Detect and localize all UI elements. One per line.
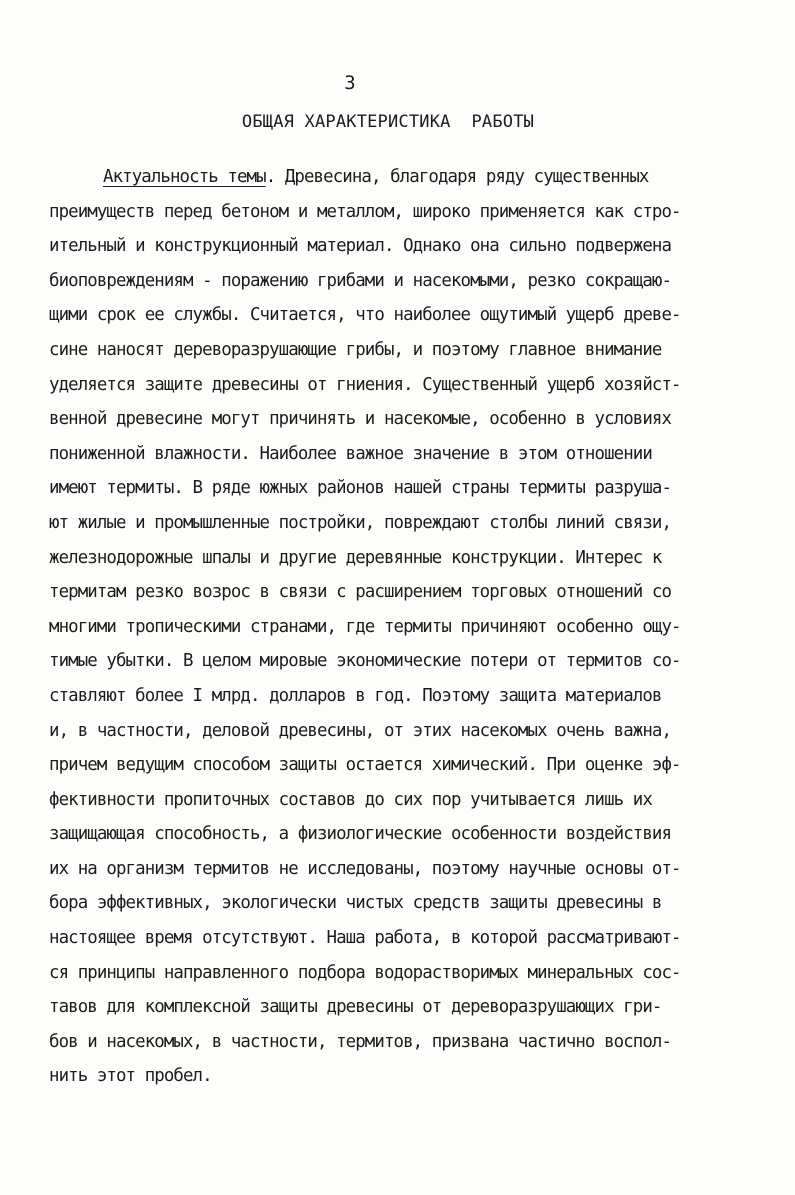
text-line: тавов для комплексной защиты древесины от дереворазрушающих гри-: [49, 997, 662, 1018]
text-line: венной древесине могут причинять и насекомые, особенно в условиях: [49, 409, 672, 430]
body-paragraph: [49, 160, 749, 1094]
text-line: имеют термиты. В ряде южных районов нашей страны термиты разруша-: [49, 478, 672, 499]
text-line: тимые убытки. В целом мировые экономические потери от термитов со-: [49, 651, 681, 672]
page-number: 3: [344, 72, 356, 94]
text-line: защищающая способность, а физиологические особенности воздействия: [49, 824, 672, 845]
text-line: и, в частности, деловой древесины, от этих насекомых очень важна,: [49, 720, 672, 741]
text-line: [49, 160, 749, 195]
text-line-rest: . Древесина, благодаря ряду существенных: [265, 167, 649, 187]
text-line: термитам резко возрос в связи с расширением торговых отношений со: [49, 582, 672, 603]
text-line: ительный и конструкционный материал. Однако она сильно подвержена: [49, 236, 672, 257]
topic-relevance-label: Актуальность темы: [103, 167, 266, 187]
text-line: бора эффективных, экологически чистых средств защиты древесины в: [49, 893, 662, 914]
text-line: железнодорожные шпалы и другие деревянные конструкции. Интерес к: [49, 547, 662, 568]
text-line: биоповреждениям - поражению грибами и насекомыми, резко сокращаю-: [49, 270, 672, 291]
text-line: преимуществ перед бетоном и металлом, широко применяется как стро-: [49, 201, 681, 222]
text-line: многими тропическими странами, где термиты причиняют особенно ощу-: [49, 616, 681, 637]
text-line: причем ведущим способом защиты остается химический. При оценке эф-: [49, 755, 681, 776]
section-heading: ОБЩАЯ ХАРАКТЕРИСТИКА РАБОТЫ: [241, 112, 535, 132]
text-line: нить этот пробел.: [49, 1066, 212, 1087]
text-line: настоящее время отсутствуют. Наша работа, в которой рассматривают-: [49, 928, 681, 949]
text-line: щими срок ее службы. Считается, что наиболее ощутимый ущерб древе-: [49, 305, 681, 326]
text-line: бов и насекомых, в частности, термитов, призвана частично воспол-: [49, 1031, 672, 1052]
text-line: фективности пропиточных составов до сих пор учитывается лишь их: [49, 789, 652, 810]
text-line: их на организм термитов не исследованы, поэтому научные основы от-: [49, 858, 681, 879]
text-line: ставляют более I млрд. долларов в год. Поэтому защита материалов: [49, 685, 662, 706]
text-line: ся принципы направленного подбора водорастворимых минеральных сос-: [49, 962, 681, 983]
text-line: ют жилые и промышленные постройки, повреждают столбы линий связи,: [49, 512, 672, 533]
text-line: уделяется защите древесины от гниения. Существенный ущерб хозяйст-: [49, 374, 681, 395]
text-line: сине наносят дереворазрушающие грибы, и поэтому главное внимание: [49, 339, 662, 360]
text-line: пониженной влажности. Наиболее важное значение в этом отношении: [49, 443, 652, 464]
